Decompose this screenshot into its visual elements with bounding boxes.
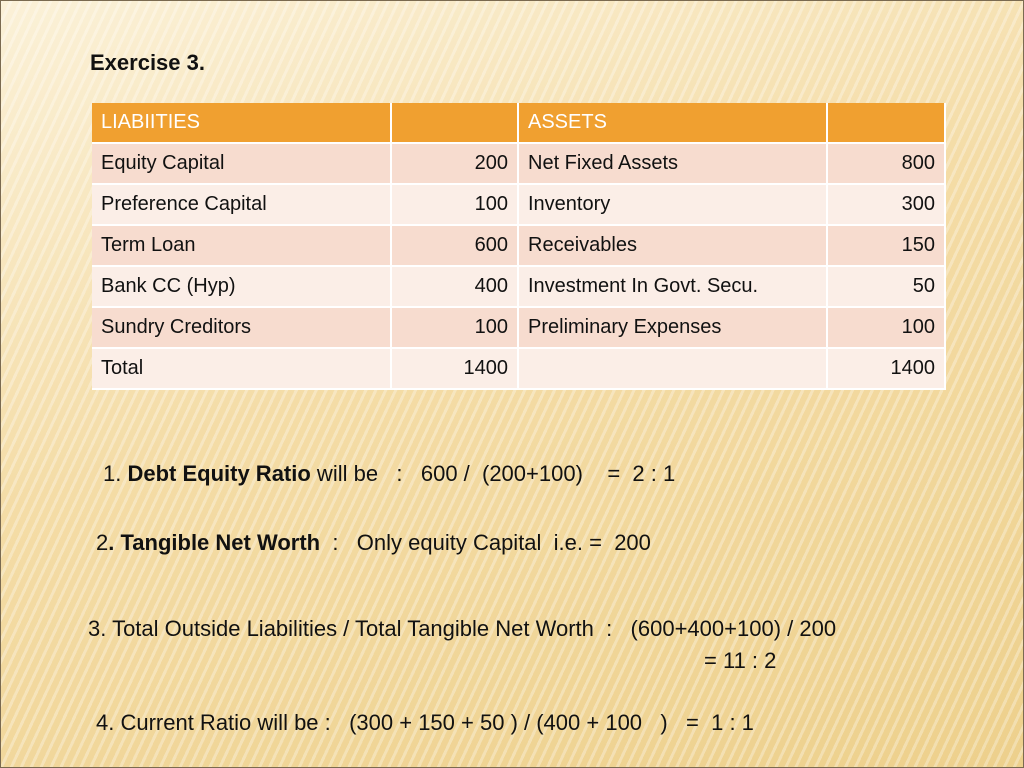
- asset-name: Preliminary Expenses: [519, 308, 828, 349]
- header-assets-amount: [828, 103, 946, 144]
- total-label: Total: [92, 349, 392, 390]
- item-1-prefix: 1.: [103, 461, 128, 486]
- liability-amount: 100: [392, 185, 519, 226]
- item-1-rest: will be : 600 / (200+100) = 2 : 1: [310, 461, 676, 486]
- header-liabilities: LIABIITIES: [92, 103, 392, 144]
- total-liabilities: 1400: [392, 349, 519, 390]
- liability-name: Sundry Creditors: [92, 308, 392, 349]
- asset-name: Inventory: [519, 185, 828, 226]
- table-row: [92, 185, 946, 226]
- table-total-row: [92, 349, 946, 390]
- asset-amount: 300: [828, 185, 946, 226]
- liability-name: Equity Capital: [92, 144, 392, 185]
- header-assets: ASSETS: [519, 103, 828, 144]
- liability-name: Preference Capital: [92, 185, 392, 226]
- asset-name: Investment In Govt. Secu.: [519, 267, 828, 308]
- liability-amount: 100: [392, 308, 519, 349]
- liability-amount: 600: [392, 226, 519, 267]
- asset-name: Receivables: [519, 226, 828, 267]
- asset-amount: 50: [828, 267, 946, 308]
- item-2-bold: . Tangible Net Worth: [108, 530, 321, 555]
- asset-amount: 800: [828, 144, 946, 185]
- liability-amount: 400: [392, 267, 519, 308]
- total-assets: 1400: [828, 349, 946, 390]
- item-2-prefix: 2: [96, 530, 109, 555]
- table-row: [92, 308, 946, 349]
- asset-amount: 150: [828, 226, 946, 267]
- total-assets-label: [519, 349, 828, 390]
- table-row: [92, 267, 946, 308]
- item-1-bold: Debt Equity Ratio: [127, 461, 311, 486]
- item-debt-equity-ratio: [103, 461, 675, 487]
- item-tol-tnw-line-1: 3. Total Outside Liabilities / Total Tangible Net Worth : (600+400+100) / 200: [88, 616, 837, 641]
- asset-amount: 100: [828, 308, 946, 349]
- table-row: [92, 144, 946, 185]
- asset-name: Net Fixed Assets: [519, 144, 828, 185]
- table-row: [92, 226, 946, 267]
- item-tol-tnw-line-2: = 11 : 2: [704, 648, 777, 673]
- exercise-title: Exercise 3.: [90, 50, 205, 75]
- item-tangible-net-worth: [96, 530, 651, 556]
- liability-name: Bank CC (Hyp): [92, 267, 392, 308]
- table-header-row: [92, 103, 946, 144]
- liability-amount: 200: [392, 144, 519, 185]
- item-2-rest: : Only equity Capital i.e. = 200: [320, 530, 651, 555]
- header-liabilities-amount: [392, 103, 519, 144]
- item-current-ratio: 4. Current Ratio will be : (300 + 150 + 50 ) / (400 + 100 ) = 1 : 1: [96, 710, 754, 735]
- liability-name: Term Loan: [92, 226, 392, 267]
- balance-sheet-table: [92, 103, 946, 390]
